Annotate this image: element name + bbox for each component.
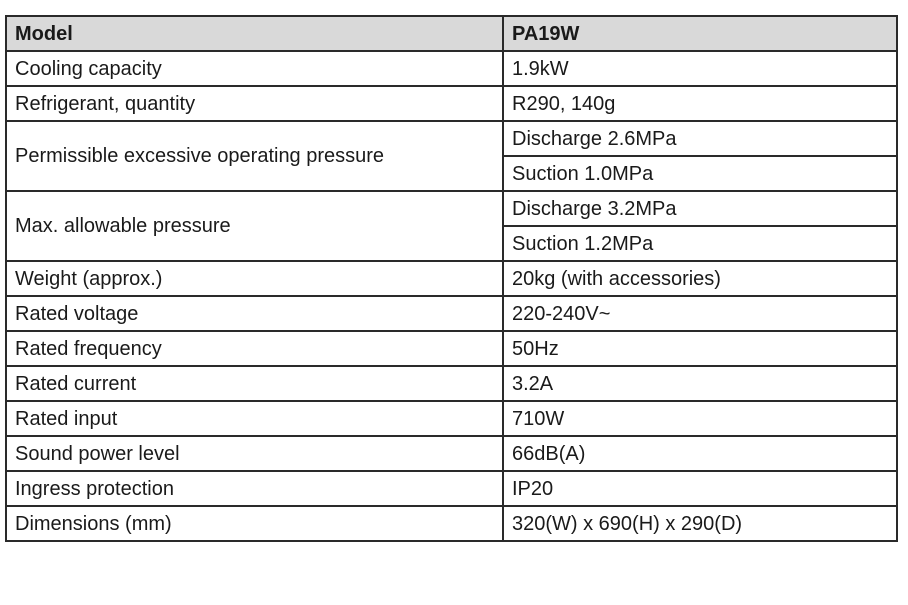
row-value: 20kg (with accessories): [503, 261, 897, 296]
row-label: Cooling capacity: [6, 51, 503, 86]
row-label: Sound power level: [6, 436, 503, 471]
row-label: Rated current: [6, 366, 503, 401]
row-value: 320(W) x 690(H) x 290(D): [503, 506, 897, 541]
table-header-row: [6, 16, 897, 51]
table-row: [6, 121, 897, 156]
table-row: [6, 366, 897, 401]
row-label: Rated input: [6, 401, 503, 436]
table-row: [6, 436, 897, 471]
row-value: Discharge 2.6MPa: [503, 121, 897, 156]
table-row: [6, 506, 897, 541]
row-label: Weight (approx.): [6, 261, 503, 296]
row-label: Rated frequency: [6, 331, 503, 366]
row-value: Suction 1.2MPa: [503, 226, 897, 261]
row-label: Ingress protection: [6, 471, 503, 506]
table-row: [6, 331, 897, 366]
row-value: Discharge 3.2MPa: [503, 191, 897, 226]
row-value: R290, 140g: [503, 86, 897, 121]
table-row: [6, 191, 897, 226]
table-row: [6, 86, 897, 121]
row-label: Rated voltage: [6, 296, 503, 331]
row-value: IP20: [503, 471, 897, 506]
table-row: [6, 401, 897, 436]
row-value: 1.9kW: [503, 51, 897, 86]
spec-table: [5, 15, 898, 542]
row-label: Permissible excessive operating pressure: [6, 121, 503, 191]
table-row: [6, 51, 897, 86]
row-value: 50Hz: [503, 331, 897, 366]
row-value: Suction 1.0MPa: [503, 156, 897, 191]
table-row: [6, 261, 897, 296]
row-label: Dimensions (mm): [6, 506, 503, 541]
row-value: 3.2A: [503, 366, 897, 401]
table-row: [6, 296, 897, 331]
row-value: 220-240V~: [503, 296, 897, 331]
header-label: Model: [6, 16, 503, 51]
row-value: 710W: [503, 401, 897, 436]
row-label: Refrigerant, quantity: [6, 86, 503, 121]
table-row: [6, 471, 897, 506]
row-label: Max. allowable pressure: [6, 191, 503, 261]
row-value: 66dB(A): [503, 436, 897, 471]
header-model-value: PA19W: [503, 16, 897, 51]
